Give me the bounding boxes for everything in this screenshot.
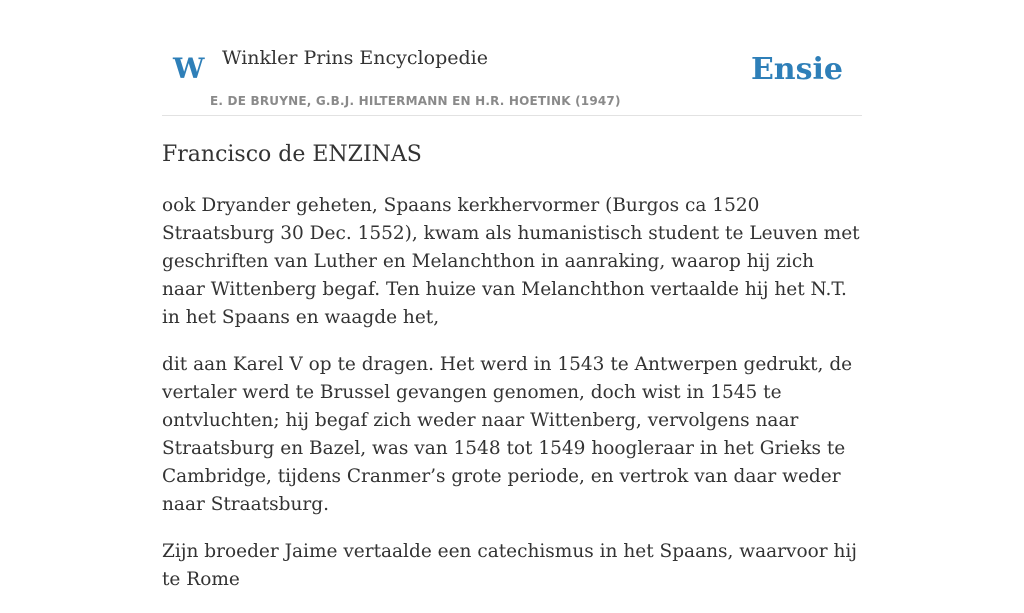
entry-paragraph: Zijn broeder Jaime vertaalde een catechismus in het Spaans, waarvoor hij te Rome — [162, 541, 858, 590]
page — [162, 0, 862, 590]
publication-logo-icon[interactable]: W — [173, 52, 205, 85]
entry-title: Francisco de ENZINAS — [162, 142, 422, 167]
entry-paragraph: dit aan Karel V op te dragen. Het werd in 1543 te Antwerpen gedrukt, de vertaler werd te Brussel gevangen genomen, doch wist in 1545 te ontvluchten; hij begaf zich weder naar Wittenberg, vervolgens naar Straatsburg en Bazel, was van 1548 tot 1549 hoogleraar in het Grieks te Cambridge, tijdens Cranmer’s grote periode, en vertrok van daar weder naar Straatsburg. — [162, 354, 853, 515]
publication-authors: E. DE BRUYNE, G.B.J. HILTERMANN EN H.R. HOETINK (1947) — [210, 94, 621, 108]
publication-title[interactable]: Winkler Prins Encyclopedie — [222, 47, 488, 69]
site-header — [162, 0, 862, 116]
entry-paragraph: ook Dryander geheten, Spaans kerkhervormer (Burgos ca 1520 Straatsburg 30 Dec. 1552), kwam als humanistisch student te Leuven met geschriften van Luther en Melanchthon in aanraking, waarop hij zich naar Wittenberg begaf. Ten huize van Melanchthon vertaalde hij het N.T. in het Spaans en waagde het, — [162, 195, 860, 328]
ensie-logo-link[interactable]: Ensie — [750, 52, 843, 87]
entry-body — [162, 192, 862, 613]
